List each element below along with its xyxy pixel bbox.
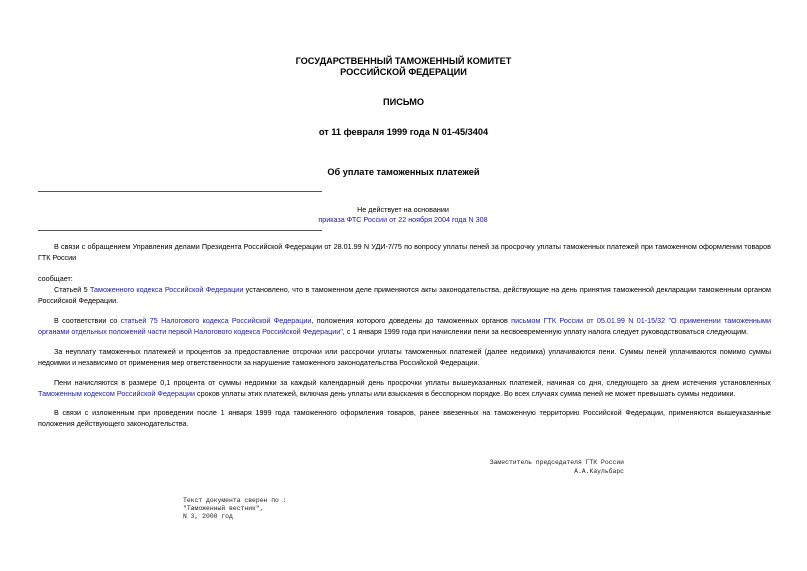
- paragraph-penalty-rate: Пени начисляются в размере 0,1 процента от суммы недоимки за каждый календарный день просрочки уплаты вышеуказанных платежей, начиная со дня, следующего за днем истечения установленных Таможенным кодексом Российской Федерации сроков уплаты этих платежей, включая день уплаты или взыскания в бесспорном порядке. Во всех случаях сумма пеней не может превышать суммы недоимки.: [38, 378, 771, 398]
- paragraph-conclusion: В связи с изложенным при проведении после 1 января 1999 года таможенного оформления товаров, ранее ввезенных на таможенную территорию Российской Федерации, применяются вышеуказанные положения действующего законодательства.: [38, 408, 771, 428]
- link-customs-code-2[interactable]: Таможенным кодексом Российской Федерации: [38, 388, 196, 398]
- source-line2: "Таможенный вестник",: [183, 505, 264, 512]
- paragraph-appeal: В связи с обращением Управления делами Президента Российской Федерации от 28.01.99 N УДИ-7/75 по вопросу уплаты пеней за просрочку уплаты таможенных платежей при таможенном оформлении товаров ГТК России: [38, 242, 771, 262]
- status-note-link[interactable]: приказа ФТС России от 22 ноября 2004 года N 308: [318, 215, 488, 224]
- link-customs-code[interactable]: Таможенного кодекса Российской Федерации: [89, 285, 244, 294]
- signature-name: А.А.Каульбарс: [574, 468, 624, 475]
- divider-top: [38, 191, 322, 192]
- status-note: Не действует на основании: [357, 205, 449, 214]
- org-name-line2: РОССИЙСКОЙ ФЕДЕРАЦИИ: [340, 67, 467, 77]
- link-tax-code-article-75[interactable]: статьей 75 Налогового кодекса Российской Федерации: [120, 316, 312, 325]
- paragraph-customs-code: Статьей 5 Таможенного кодекса Российской Федерации установлено, что в таможенном деле применяются акты законодательства, действующие на день принятия таможенной декларации таможенным органом Российской Федерации.: [38, 285, 772, 305]
- source-line1: Текст документа сверен по :: [183, 497, 287, 504]
- link-gtk-letter[interactable]: письмом ГТК России от 05.01.99 N 01-15/32 "О применении таможенными органами отдельных положений части первой Налогового кодекса Российской Федерации": [38, 316, 772, 336]
- divider-bottom: [38, 230, 322, 231]
- paragraph-penalties: За неуплату таможенных платежей и процентов за предоставление отсрочки или рассрочки уплаты таможенных платежей (далее недоимка) уплачиваются пени. Суммы пеней уплачиваются помимо суммы недоимки и независимо от применения мер ответственности за нарушение таможенного законодательства Российской Федерации.: [38, 347, 771, 367]
- paragraph-tax-code: В соответствии со статьей 75 Налогового кодекса Российской Федерации, положения которого доведены до таможенных органов письмом ГТК России от 05.01.99 N 01-15/32 "О применении таможенными органами отдельных положений части первой Налогового кодекса Российской Федерации", с 1 января 1999 года при начислении пени за несвоевременную уплату налога следует руководствоваться следующим.: [38, 316, 772, 336]
- document-date-number: от 11 февраля 1999 года N 01-45/3404: [318, 127, 489, 137]
- paragraph-reports: сообщает:: [38, 274, 73, 283]
- document-type: ПИСЬМО: [382, 97, 425, 107]
- org-name-line1: ГОСУДАРСТВЕННЫЙ ТАМОЖЕННЫЙ КОМИТЕТ: [295, 56, 512, 66]
- signature-position: Заместитель председателя ГТК России: [489, 459, 624, 466]
- source-line3: N 3, 2000 год: [183, 513, 233, 520]
- document-subject: Об уплате таможенных платежей: [327, 167, 480, 177]
